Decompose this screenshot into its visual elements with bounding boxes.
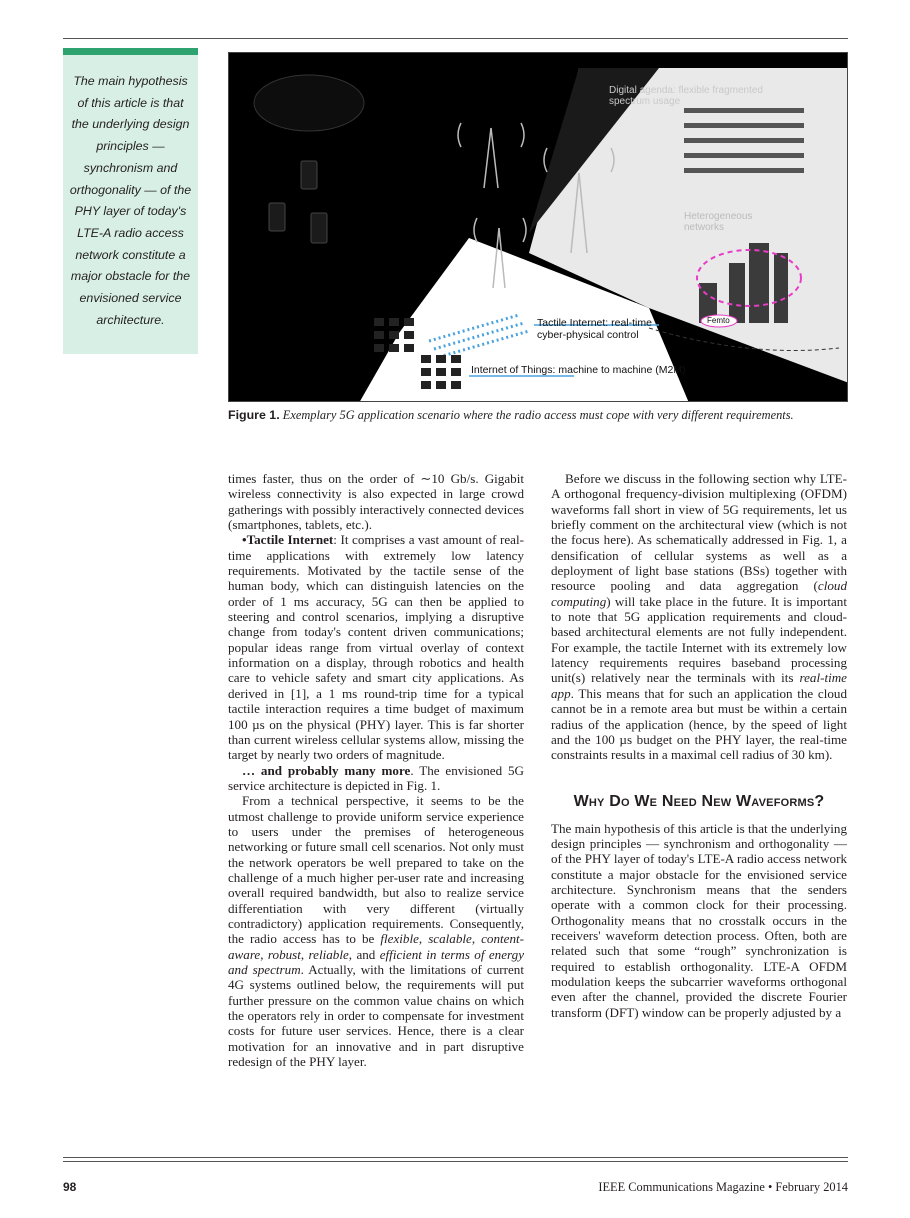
tactile-term: •Tactile Internet [242, 532, 334, 548]
text-run: , [260, 946, 268, 962]
m2m-devices-lower [421, 355, 461, 389]
emphasis: efficient in terms of energy and spectrum [228, 946, 525, 977]
paragraph-hypothesis: The main hypothesis of this article is that the underlying design principles — synchronism and orthogonality — of the PHY layer of today's LTE-A radio access network constitute a major obstacle for the envisioned service architecture. Synchronism means that the senders operate with a common clock for their processing. Orthogonality means that no crosstalk occurs in the receivers' waveform detection process. Often, both are related such that some “rough” synchronization is required to establish orthogonality. LTE-A OFDM modulation keeps the subcarrier waveforms orthogonal even after the channel, provided the discrete Fourier transform (DFT) window can be properly adjusted by a [551, 820, 847, 1020]
caption-label: Figure 1. [228, 408, 280, 422]
figure-label-iot: Internet of Things: machine to machine (M2M) [471, 364, 686, 376]
emphasis: cloud computing [551, 578, 847, 609]
paragraph-technical [228, 793, 524, 1069]
text-run: From a technical perspective, it seems to be the utmost challenge to provide uniform service experience to users under the premises of heterogeneous networking or future small cell scenarios. Not only must the network operators be well prepared to take on the challenge of a much higher per-user rate and increasing overall required bandwidth, but also to realize service differentiation with very different (virtually contradictory) application requirements. Consequently, the radio access has to be [228, 793, 524, 947]
paragraph-architecture [551, 471, 847, 763]
phones [269, 161, 327, 243]
figure-1 [228, 52, 848, 402]
journal-footer: IEEE Communications Magazine • February 2014 [598, 1180, 848, 1194]
tactile-text: : It comprises a vast amount of real-time applications with extremely low latency requirements. Motivated by the tactile sense of the human body, which can distinguish latencies on the order of 1 ms accuracy, 5G can then be applied to steering and control scenarios, implying a disruptive change from today's content driven communications; popular ideas range from virtual overlay of context information on a display, through robotics and health care to vehicle safety and smart city applications. As derived in [1], a 1 ms round-trip time for a typical tactile interaction requires a time budget of maximum 100 µs on the physical (PHY) layer. This is far shorter than current wireless cellular systems allow, missing the target by nearly two orders of magnitude. [228, 532, 524, 763]
emphasis: robust [267, 946, 301, 962]
text-run: . This means that for such an application the cloud cannot be in a remote area but must be within a certain radius of the application (hence, by the speed of light and the 100 µs budget on the PHY layer, the real-time constraints results in a maximal cell radius of 30 km). [551, 685, 847, 763]
paragraph-tactile [228, 532, 524, 762]
cloud-shape [254, 75, 364, 131]
bottom-rule-secondary [63, 1161, 848, 1162]
text-run: , [418, 931, 429, 947]
caption-text: Exemplary 5G application scenario where the radio access must cope with very different requirements. [282, 408, 794, 422]
column-left [228, 471, 524, 1069]
emphasis: content-aware [228, 931, 525, 962]
top-rule [63, 38, 848, 39]
figure-caption [228, 408, 848, 423]
text-run: ) will take place in the future. It is important to note that 5G application requirements and cloud-based architectural elements are not fully independent. For example, the tactile Internet with its extremely low latency requirements requires baseband processing unit(s) relatively near the terminals with its [551, 593, 847, 686]
paragraph-many-more [228, 763, 524, 794]
figure-label-heterogeneous: Heterogeneous networks [684, 211, 753, 233]
section-heading: Why Do We Need New Waveforms? [573, 792, 825, 810]
emphasis: scalable [428, 931, 472, 947]
paragraph: times faster, thus on the order of ∼10 Gb/s. Gigabit wireless connectivity is also expected in large crowd gatherings with possibly interactively connected devices (smartphones, tablets, etc.). [228, 471, 524, 533]
pull-quote-text: The main hypothesis of this article is that the underlying design principles — synchronism and orthogonality — of the PHY layer of today's LTE-A radio access network constitute a major obstacle for the envisioned service architecture. [69, 74, 192, 327]
bottom-rule [63, 1157, 848, 1158]
tower-left [458, 123, 524, 188]
pull-quote [63, 48, 198, 354]
figure-label-femto: Femto [707, 316, 730, 325]
emphasis: flexible [380, 931, 419, 947]
emphasis: reliable [308, 946, 349, 962]
text-run: . Actually, with the limitations of current 4G systems outlined below, the requirements will put further pressure on the common value chains on which the operators rely in order to compensate for investment costs for future user services. Hence, there is a clear motivation for an innovative and in part disruptive redesign of the PHY layer. [228, 962, 524, 1070]
figure-label-tactile: Tactile Internet: real-time cyber-physical control [537, 317, 652, 341]
text-run: Before we discuss in the following section why LTE-A orthogonal frequency-division multiplexing (OFDM) waveforms fall short in view of 5G requirements, let us briefly comment on the architectural view (which is not the focus here). As schematically addressed in Fig. 1, a densification of cellular systems as well as a deployment of light base stations (BSs) together with resource pooling and data aggregation ( [551, 471, 847, 594]
emphasis: real-time app [551, 670, 847, 701]
column-right [551, 471, 847, 1020]
text-run: , and [348, 946, 380, 962]
m2m-devices-upper [374, 318, 414, 352]
many-more-text: . The envisioned 5G service architecture is depicted in Fig. 1. [228, 762, 525, 793]
text-run: , [300, 946, 309, 962]
text-run: , [471, 931, 482, 947]
page-number: 98 [63, 1180, 77, 1194]
figure-label-digital-agenda: Digital agenda: flexible fragmented spectrum usage [609, 85, 763, 107]
many-more-term: … and probably many more [242, 762, 411, 778]
